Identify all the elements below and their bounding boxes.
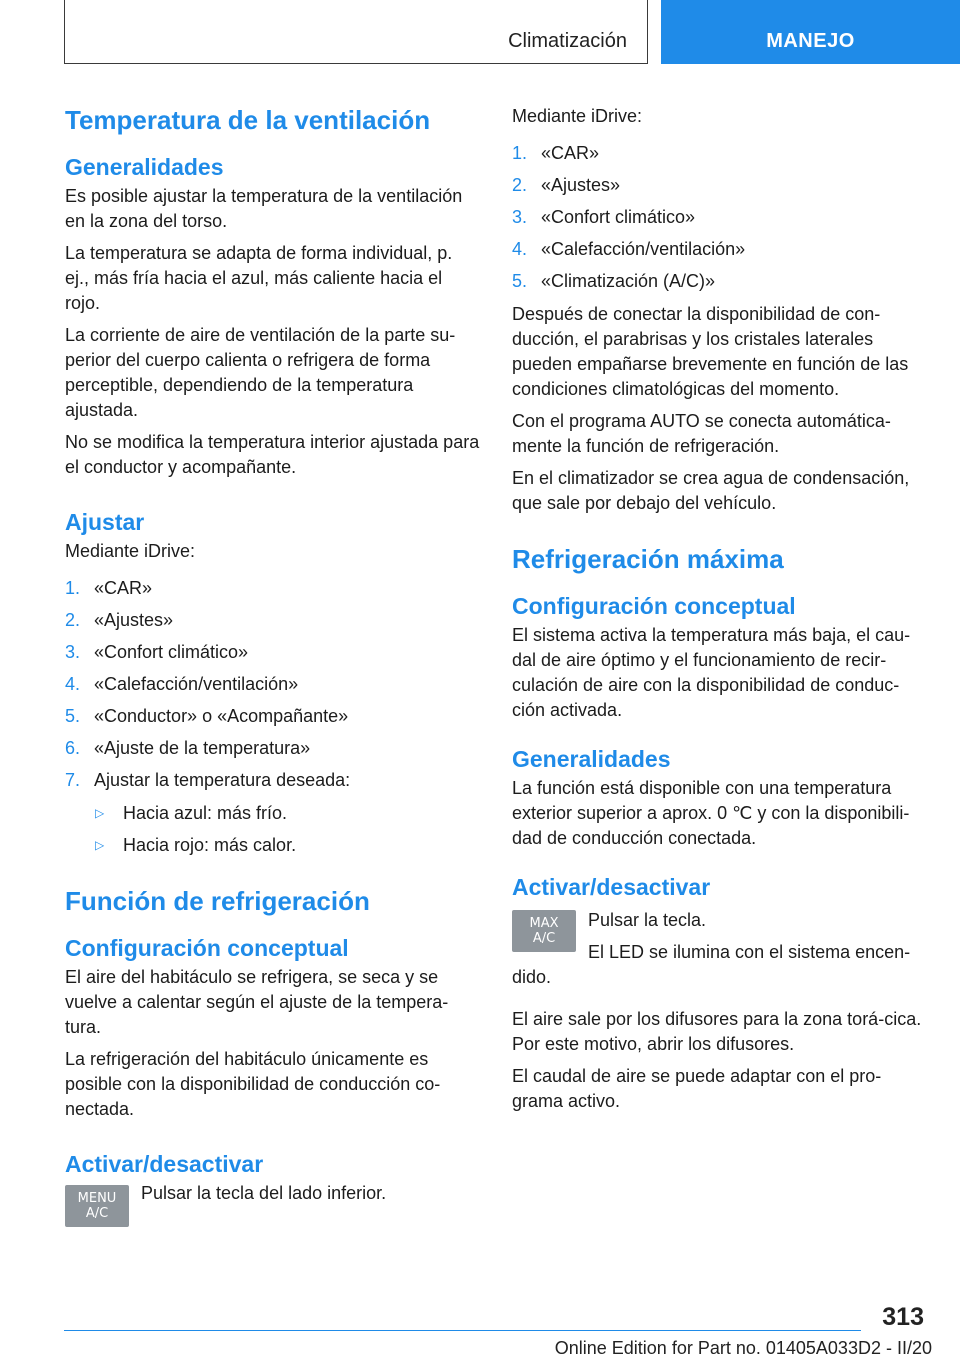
step-number: 7.: [65, 770, 81, 790]
list-item: [65, 576, 481, 601]
list-item: [65, 704, 481, 729]
paragraph: El aire del habitáculo se refrigera, se seca y se vuelve a calentar según el ajuste de la tempera-tura.: [65, 967, 449, 1037]
step-text: «Calefacción/ventilación»: [94, 674, 299, 694]
step-text: Ajustar la temperatura deseada:: [94, 770, 351, 790]
header-tab-manejo[interactable]: [661, 0, 960, 64]
list-item: [512, 205, 928, 230]
step-text: «Ajuste de la temperatura»: [94, 738, 311, 758]
triangle-bullet-icon: ▷: [95, 806, 105, 820]
list-item: [512, 173, 928, 198]
key-label-bottom: A/C: [532, 931, 556, 946]
step-number: 6.: [65, 738, 81, 758]
step-text: «Ajustes»: [94, 610, 174, 630]
list-item: [65, 672, 481, 697]
subheading-activate: Activar/desactivar: [65, 1151, 264, 1177]
heading-cooling-function: Función de refrigeración: [65, 886, 370, 916]
paragraph: Pulsar la tecla.: [588, 910, 707, 930]
step-text: «Ajustes»: [541, 175, 621, 195]
paragraph: La corriente de aire de ventilación de la parte su-perior del cuerpo calienta o refrigera de forma perceptible, dependiendo de la temperatura ajustada.: [65, 325, 456, 420]
sub-list: [65, 801, 481, 858]
list-item: [512, 141, 928, 166]
list-item: [65, 736, 481, 761]
sub-item-text: Hacia rojo: más calor.: [123, 835, 297, 855]
steps-list: [65, 576, 481, 793]
subheading-general: Generalidades: [512, 746, 671, 772]
subheading-general: Generalidades: [65, 154, 224, 180]
paragraph: Con el programa AUTO se conecta automática-mente la función de refrigeración.: [512, 411, 891, 456]
paragraph: El LED se ilumina con el sistema encen-dido.: [512, 942, 911, 987]
max-ac-key-icon: [512, 910, 576, 952]
step-text: «Confort climático»: [94, 642, 249, 662]
step-text: «Climatización (A/C)»: [541, 271, 716, 291]
step-number: 2.: [512, 175, 528, 195]
list-item: [65, 608, 481, 633]
step-text: «Conductor» o «Acompañante»: [94, 706, 349, 726]
triangle-bullet-icon: ▷: [95, 838, 105, 852]
paragraph: Mediante iDrive:: [512, 106, 643, 126]
subheading-adjust: Ajustar: [65, 509, 145, 535]
sub-item-text: Hacia azul: más frío.: [123, 803, 288, 823]
paragraph: Mediante iDrive:: [65, 541, 196, 561]
menu-ac-key-icon: [65, 1185, 129, 1227]
step-text: «Confort climático»: [541, 207, 696, 227]
footer-divider: [64, 1330, 861, 1331]
header-tab-label: MANEJO: [766, 30, 855, 52]
paragraph: Después de conectar la disponibilidad de con-ducción, el parabrisas y los cristales laterales pueden empañarse brevemente en función de las condiciones climatológicas del momento.: [512, 304, 909, 399]
list-item: [65, 833, 481, 858]
left-column: [65, 104, 481, 1245]
paragraph: El aire sale por los difusores para la zona torá-cica. Por este motivo, abrir los difusores.: [512, 1009, 922, 1054]
step-number: 4.: [65, 674, 81, 694]
key-row: [512, 908, 928, 990]
step-number: 3.: [512, 207, 528, 227]
paragraph: Pulsar la tecla del lado inferior.: [141, 1183, 387, 1203]
right-column: [512, 104, 928, 1121]
step-number: 2.: [65, 610, 81, 630]
list-item: [512, 269, 928, 294]
paragraph: La refrigeración del habitáculo únicamente es posible con la disponibilidad de conducción co-nectada.: [65, 1049, 441, 1119]
paragraph: La función está disponible con una temperatura exterior superior a aprox. 0 ℃ y con la disponibili-dad de conducción conectada.: [512, 778, 910, 848]
subheading-concept: Configuración conceptual: [512, 593, 796, 619]
key-label-top: MAX: [529, 916, 559, 931]
paragraph: En el climatizador se crea agua de condensación, que sale por debajo del vehículo.: [512, 468, 910, 513]
paragraph: No se modifica la temperatura interior ajustada para el conductor y acompañante.: [65, 432, 480, 477]
step-number: 5.: [512, 271, 528, 291]
page-number: 313: [882, 1303, 924, 1331]
subheading-activate: Activar/desactivar: [512, 874, 711, 900]
footer-edition: Online Edition for Part no. 01405A033D2 - II/20: [554, 1338, 932, 1358]
step-number: 1.: [65, 578, 81, 598]
step-number: 4.: [512, 239, 528, 259]
paragraph: El sistema activa la temperatura más baja, el cau-dal de aire óptimo y el funcionamiento de recir-culación de aire con la disponibilidad de conduc-ción activada.: [512, 625, 911, 720]
paragraph: La temperatura se adapta de forma individual, p. ej., más fría hacia el azul, más caliente hacia el rojo.: [65, 243, 453, 313]
step-number: 5.: [65, 706, 81, 726]
step-number: 3.: [65, 642, 81, 662]
heading-ventilation-temperature: Temperatura de la ventilación: [65, 105, 431, 135]
list-item: [65, 640, 481, 665]
step-text: «CAR»: [541, 143, 600, 163]
steps-list: [512, 141, 928, 294]
list-item: [65, 768, 481, 793]
step-text: «CAR»: [94, 578, 153, 598]
subheading-concept: Configuración conceptual: [65, 935, 349, 961]
header-section-box: [64, 0, 648, 64]
key-row: [65, 1181, 481, 1245]
paragraph: Es posible ajustar la temperatura de la ventilación en la zona del torso.: [65, 186, 463, 231]
list-item: [65, 801, 481, 826]
step-number: 1.: [512, 143, 528, 163]
paragraph: El caudal de aire se puede adaptar con el pro-grama activo.: [512, 1066, 882, 1111]
header-section-title: Climatización: [508, 30, 627, 52]
step-text: «Calefacción/ventilación»: [541, 239, 746, 259]
key-label-bottom: A/C: [85, 1206, 109, 1221]
heading-max-cooling: Refrigeración máxima: [512, 544, 784, 574]
key-label-top: MENU: [77, 1191, 117, 1206]
list-item: [512, 237, 928, 262]
